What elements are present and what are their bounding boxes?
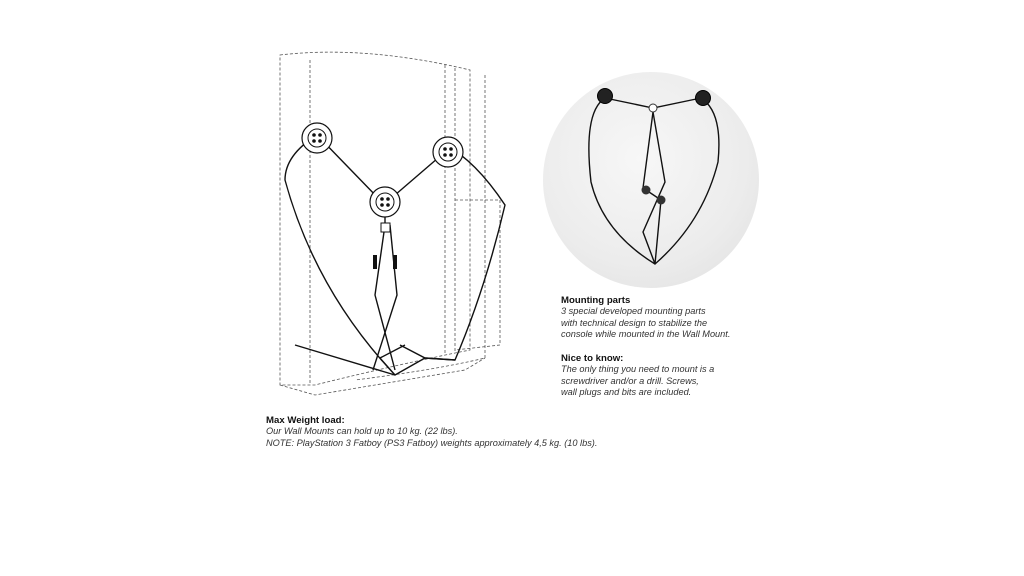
mount-disc-left [302,123,332,153]
photo-disc-left [598,89,613,104]
mounting-parts-heading: Mounting parts [561,295,631,306]
mounting-parts-line: console while mounted in the Wall Mount. [561,329,731,340]
max-weight-section [266,415,686,449]
mount-disc-right [433,137,463,167]
photo-stopper-1 [642,186,651,195]
cord-stopper-left [373,255,377,269]
nice-to-know-line: screwdriver and/or a drill. Screws, [561,375,699,386]
nice-to-know-line: The only thing you need to mount is a [561,364,715,375]
console-back-panel [455,200,500,350]
photo-clip [649,104,657,112]
mounting-parts-line: 3 special developed mounting parts [561,306,706,317]
wall-mount-illustration [255,40,525,400]
photo-stopper-2 [657,196,666,205]
mounting-parts-section [561,295,781,341]
cord-clip [381,223,390,232]
mounting-parts-photo-drawing [543,72,759,288]
nice-to-know-section [561,353,781,399]
max-weight-line: Our Wall Mounts can hold up to 10 kg. (22 lbs). [266,426,458,437]
photo-cord-loop [589,98,719,264]
mount-disc-center [370,187,400,217]
right-cord [373,225,397,370]
cord-stopper-right [393,255,397,269]
nice-to-know-heading: Nice to know: [561,353,624,364]
photo-disc-right [696,91,711,106]
bottom-strap [295,345,455,375]
nice-to-know-line: wall plugs and bits are included. [561,387,692,398]
mounting-parts-photo [543,72,759,288]
console-outline [280,52,470,385]
wall-mount-drawing [255,40,525,400]
max-weight-note: NOTE: PlayStation 3 Fatboy (PS3 Fatboy) weights approximately 4,5 kg. (10 lbs). [266,437,598,448]
max-weight-heading: Max Weight load: [266,415,345,426]
mounting-parts-line: with technical design to stabilize the [561,317,708,328]
